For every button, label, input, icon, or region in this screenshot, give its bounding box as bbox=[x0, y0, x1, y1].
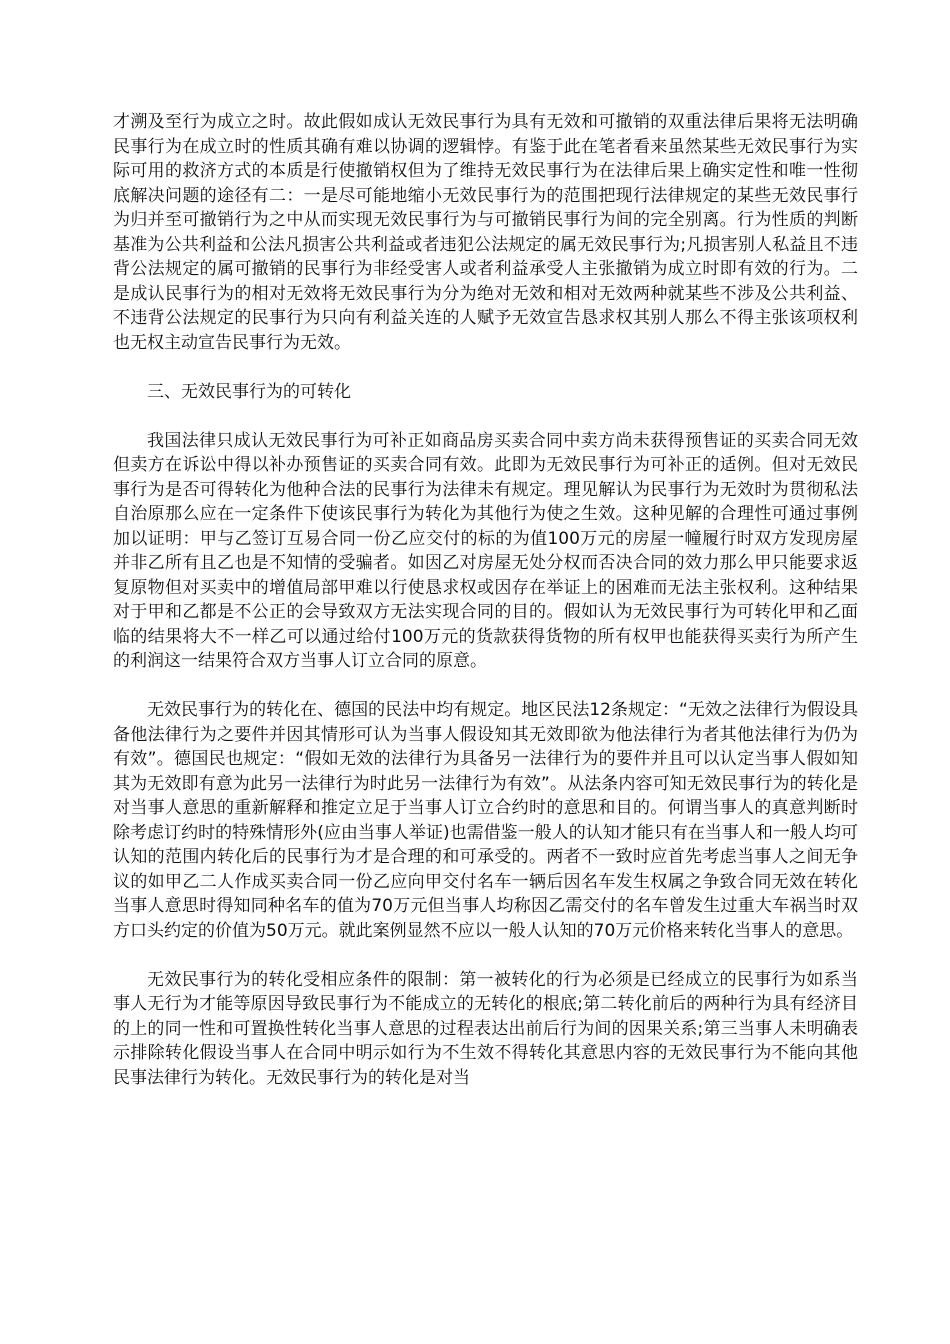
body-paragraph: 无效民事行为的转化在、德国的民法中均有规定。地区民法12条规定：“无效之法律行为假设具备他法律行为之要件并因其情形可认为当事人假设知其无效即欲为他法律行为者其他法律行为仍为有效”。德国民也规定：“假如无效的法律行为具备另一法律行为的要件并且可以认定当事人假如知其为无效即有意为此另一法律行为时此另一法律行为有效”。从法条内容可知无效民事行为的转化是对当事人意思的重新解释和推定立足于当事人订立合约时的意思和目的。何谓当事人的真意判断时除考虑订约时的特殊情形外(应由当事人举证)也需借鉴一般人的认知才能只有在当事人和一般人均可认知的范围内转化后的民事行为才是合理的和可承受的。两者不一致时应首先考虑当事人之间无争议的如甲乙二人作成买卖合同一份乙应向甲交付名车一辆后因名车发生权属之争致合同无效在转化当事人意思时得知同种名车的值为70万元但当事人均称因乙需交付的名车曾发生过重大车祸当时双方口头约定的价值为50万元。就此案例显然不应以一般人认知的70万元价格来转化当事人的意思。 bbox=[113, 700, 858, 941]
body-paragraph: 我国法律只成认无效民事行为可补正如商品房买卖合同中卖方尚未获得预售证的买卖合同无效但卖方在诉讼中得以补办预售证的买卖合同有效。此即为无效民事行为可补正的适例。但对无效民事行为是否可得转化为他种合法的民事行为法律未有规定。理见解认为民事行为无效时为贯彻私法自治原那么应在一定条件下使该民事行为转化为其他行为使之生效。这种见解的合理性可通过事例加以证明：甲与乙签订互易合同一份乙应交付的标的为值100万元的房屋一幢履行时双方发现房屋并非乙所有且乙也是不知情的受骗者。如因乙对房屋无处分权而否决合同的效力那么甲只能要求返复原物但对买卖中的增值局部甲难以行使恳求权或因存在举证上的困难而无法主张权利。这种结果对于甲和乙都是不公正的会导致双方无法实现合同的目的。假如认为无效民事行为可转化甲和乙面临的结果将大不一样乙可以通过给付100万元的货款获得货物的所有权甲也能获得买卖行为所产生的利润这一结果符合双方当事人订立合同的原意。 bbox=[113, 430, 858, 671]
body-paragraph: 无效民事行为的转化受相应条件的限制：第一被转化的行为必须是已经成立的民事行为如系当事人无行为才能等原因导致民事行为不能成立的无转化的根底;第二转化前后的两种行为具有经济目的上的同一性和可置换性转化当事人意思的过程表达出前后行为间的因果关系;第三当事人未明确表示排除转化假设当事人在合同中明示如行为不生效不得转化其意思内容的无效民事行为不能向其他民事法律行为转化。无效民事行为的转化是对当 bbox=[113, 969, 858, 1088]
section-heading: 三、无效民事行为的可转化 bbox=[147, 381, 351, 402]
body-paragraph: 才溯及至行为成立之时。故此假如成认无效民事行为具有无效和可撤销的双重法律后果将无法明确民事行为在成立时的性质其确有难以协调的逻辑悖。有鉴于此在笔者看来虽然某些无效民事行为实际可用的救济方式的本质是行使撤销权但为了维持无效民事行为在法律后果上确实定性和唯一性彻底解决问题的途径有二：一是尽可能地缩小无效民事行为的范围把现行法律规定的某些无效民事行为归并至可撤销行为之中从而实现无效民事行为与可撤销民事行为间的完全别离。行为性质的判断基准为公共利益和公法凡损害公共利益或者违犯公法规定的属无效民事行为;凡损害别人私益且不违背公法规定的属可撤销的民事行为非经受害人或者利益承受人主张撤销为成立时即有效的行为。二是成认民事行为的相对无效将无效民事行为分为绝对无效和相对无效两种就某些不涉及公共利益、不违背公法规定的民事行为只向有利益关连的人赋予无效宣告恳求权其别人那么不得主张该项权利也无权主动宣告民事行为无效。 bbox=[113, 112, 858, 353]
document-page bbox=[113, 110, 858, 1115]
